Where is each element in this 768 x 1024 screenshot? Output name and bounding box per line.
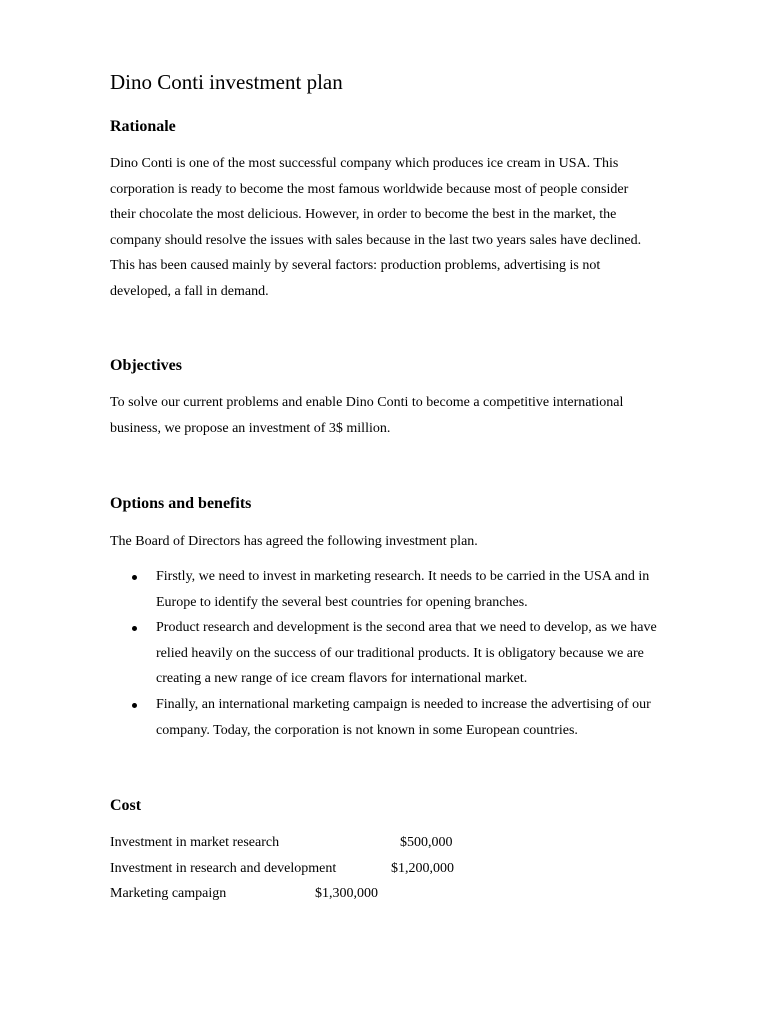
cost-label-rnd: Investment in research and development bbox=[110, 861, 337, 876]
bullet-line: company. Today, the corporation is not known in some European countries. bbox=[156, 722, 578, 738]
cost-amount-marketing-campaign: $1,300,000 bbox=[315, 886, 378, 901]
objectives-line: To solve our current problems and enable Dino Conti to become a competitive international bbox=[110, 395, 624, 410]
bullet-marker bbox=[132, 575, 137, 580]
bullet-line: creating a new range of ice cream flavors for international market. bbox=[156, 671, 528, 686]
bullet-marker bbox=[132, 626, 137, 631]
cost-amount-market-research: $500,000 bbox=[400, 835, 453, 850]
cost-amount-rnd: $1,200,000 bbox=[391, 861, 454, 876]
objectives-paragraph bbox=[110, 390, 623, 441]
rationale-heading: Rationale bbox=[110, 118, 176, 135]
rationale-line: corporation is ready to become the most famous worldwide because most of people consider bbox=[110, 181, 629, 197]
rationale-line: Dino Conti is one of the most successful company which produces ice cream in USA. This bbox=[110, 156, 619, 171]
rationale-line: company should resolve the issues with sales because in the last two years sales have declined. bbox=[110, 232, 642, 248]
bullet-item bbox=[156, 692, 651, 743]
objectives-line: business, we propose an investment of 3$ million. bbox=[110, 420, 391, 436]
rationale-line: their chocolate the most delicious. However, in order to become the best in the market, the bbox=[110, 207, 617, 222]
bullet-item bbox=[156, 564, 649, 615]
rationale-line: This has been caused mainly by several factors: production problems, advertising is not bbox=[110, 258, 601, 273]
bullet-marker bbox=[132, 703, 137, 708]
bullet-line: Product research and development is the second area that we need to develop, as we have bbox=[156, 620, 657, 635]
bullet-item bbox=[156, 615, 657, 692]
document-title: Dino Conti investment plan bbox=[110, 70, 343, 94]
bullet-line: Europe to identify the several best countries for opening branches. bbox=[156, 594, 528, 610]
options-heading: Options and benefits bbox=[110, 495, 252, 512]
bullet-line: Firstly, we need to invest in marketing research. It needs to be carried in the USA and in bbox=[156, 569, 650, 584]
cost-label-market-research: Investment in market research bbox=[110, 835, 280, 850]
options-intro: The Board of Directors has agreed the following investment plan. bbox=[110, 534, 478, 549]
bullet-line: Finally, an international marketing campaign is needed to increase the advertising of our bbox=[156, 697, 651, 712]
bullet-line: relied heavily on the success of our traditional products. It is obligatory because we are bbox=[156, 645, 644, 661]
rationale-paragraph bbox=[110, 151, 641, 304]
rationale-line: developed, a fall in demand. bbox=[110, 283, 269, 299]
cost-heading: Cost bbox=[110, 797, 142, 814]
cost-label-marketing-campaign: Marketing campaign bbox=[110, 886, 227, 901]
objectives-heading: Objectives bbox=[110, 357, 182, 374]
